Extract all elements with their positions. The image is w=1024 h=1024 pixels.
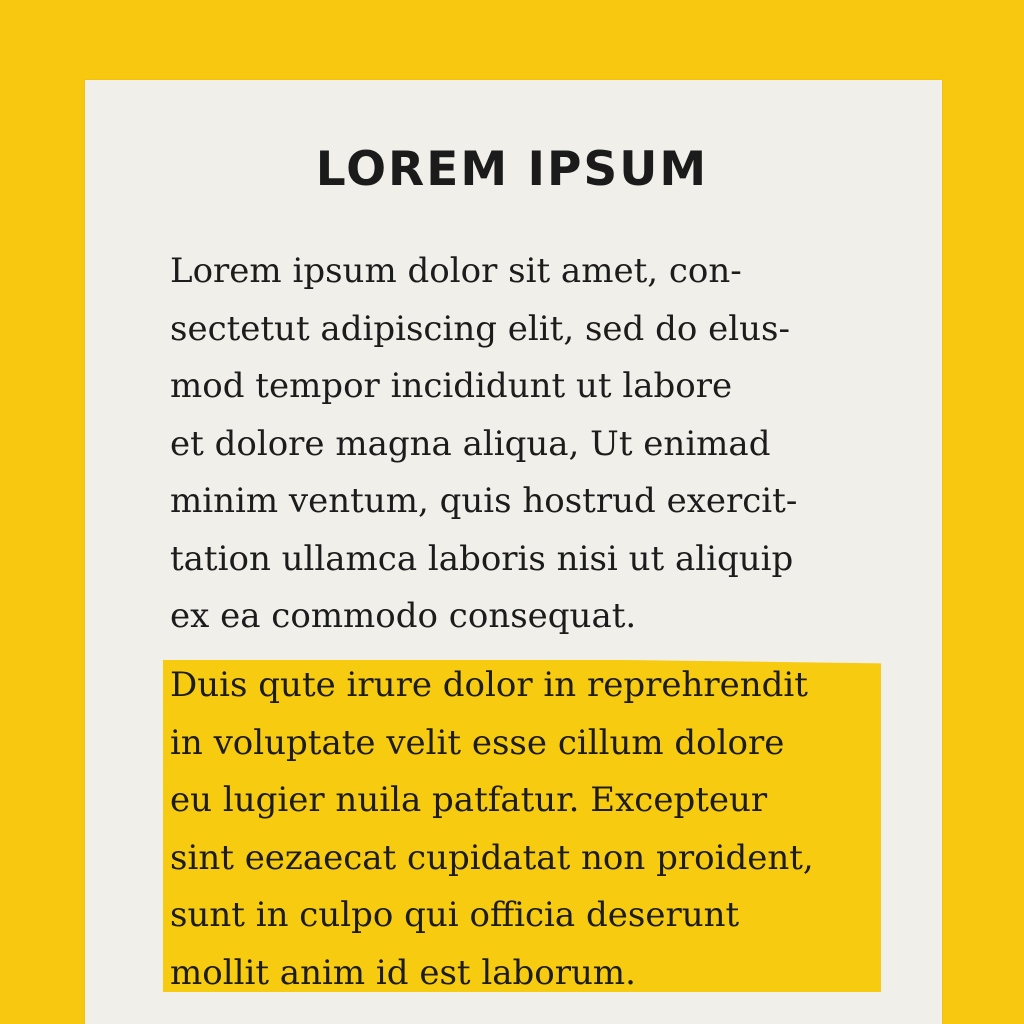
paragraph-line: mod tempor incididunt ut labore [170, 366, 733, 406]
document-title: LOREM IPSUM [315, 142, 709, 197]
paragraph-line: Duis qute irure dolor in reprehrendit [170, 665, 808, 705]
paragraph-line: in voluptate velit esse cillum dolore [170, 722, 785, 763]
paragraph-line: eu lugier nuila patfatur. Excepteur [170, 780, 768, 820]
paragraph-line: minim ventum, quis hostrud exercit- [170, 481, 798, 521]
paragraph-line: ex ea commodo consequat. [170, 596, 637, 636]
paragraph-line: tation ullamca laboris nisi ut aliquip [170, 538, 794, 579]
paragraph-line: sint eezaecat cupidatat non proident, [170, 837, 814, 878]
paragraph-line: Lorem ipsum dolor sit amet, con- [170, 251, 742, 291]
paragraph-line: mollit anim id est laborum. [170, 952, 636, 993]
paragraph-1 [170, 243, 890, 646]
paragraph-2-highlighted [170, 657, 890, 1002]
paragraph-line: sectetut adipiscing elit, sed do elus- [170, 308, 790, 349]
paragraph-line: sunt in culpo qui officia deserunt [170, 895, 740, 935]
paragraph-line: et dolore magna aliqua, Ut enimad [170, 423, 771, 464]
